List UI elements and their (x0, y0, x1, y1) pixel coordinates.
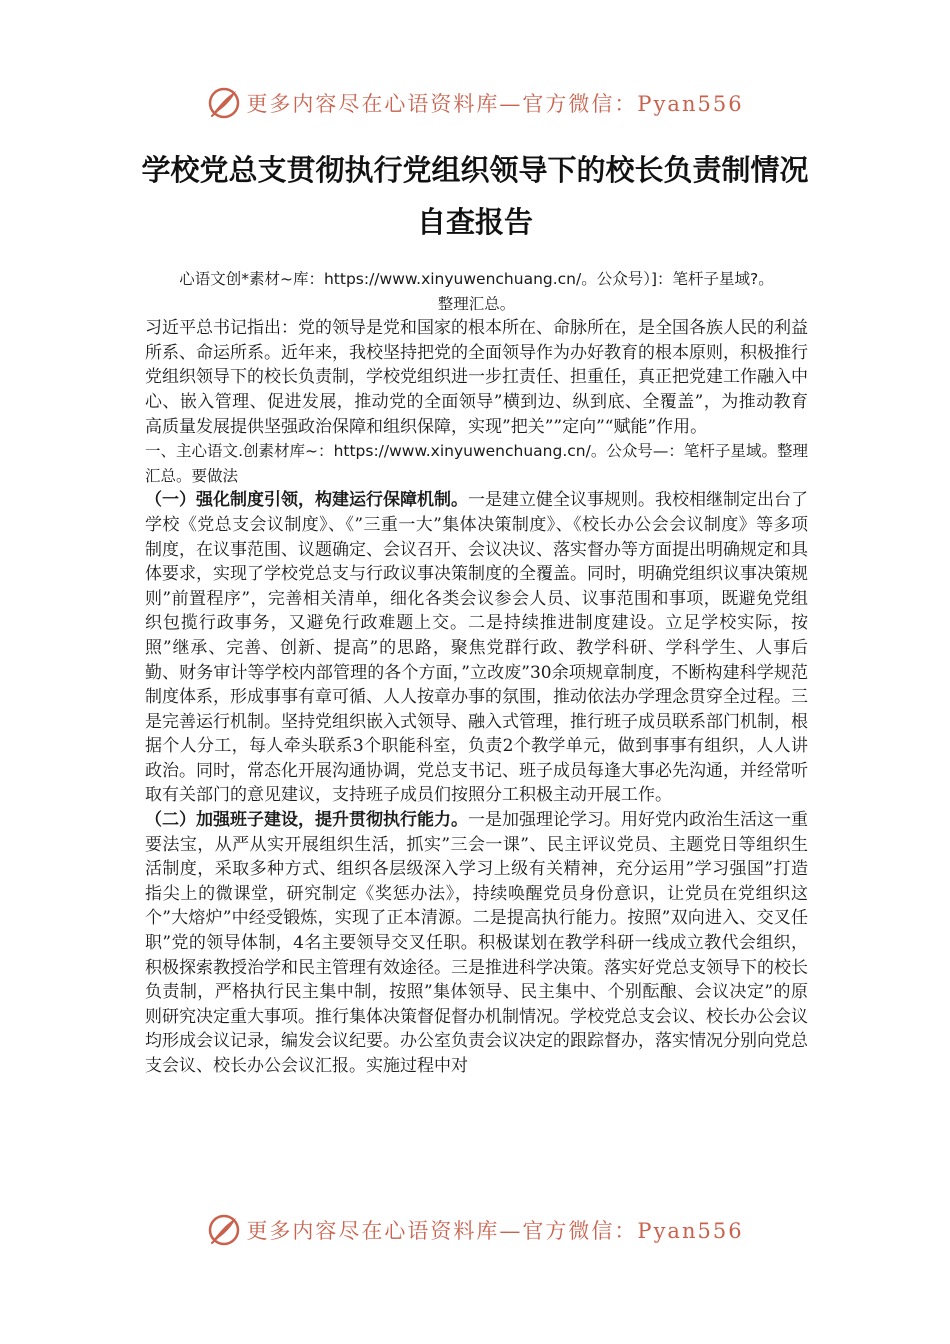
pen-feather-logo-icon (206, 1212, 242, 1248)
subsection-1-paragraph (145, 488, 808, 808)
intro-paragraph: 习近平总书记指出：党的领导是党和国家的根本所在、命脉所在，是全国各族人民的利益所系、命运所系。近年来，我校坚持把党的全面领导作为办好教育的根本原则，积极推行党组织领导下的校长负责制，学校党组织进一步扛责任、担重任，真正把党建工作融入中心、嵌入管理、促进发展，推动党的全面领导”横到边、纵到底、全覆盖”，为推动教育高质量发展提供坚强政治保障和组织保障，实现”把关””定向”“赋能”作用。 (145, 318, 808, 437)
document-body (145, 267, 808, 1079)
section-1-heading: 一、主心语文.创素材库~：https://www.xinyuwenchuang.cn/。公众号—：笔杆子星域。整理汇总。要做法 (145, 442, 808, 485)
source-line-2: 整理汇总。 (437, 294, 516, 313)
banner-text: 更多内容尽在心语资料库—官方微信：Pyan556 (246, 1219, 744, 1243)
banner-text: 更多内容尽在心语资料库—官方微信：Pyan556 (246, 92, 744, 116)
subsection-1-text: 一是建立健全议事规则。我校相继制定出台了学校《党总支会议制度》、《”三重一大”集体决策制度》、《校长办公会会议制度》等多项制度，在议事范围、议题确定、会议召开、会议决议、落实督办等方面提出明确规定和具体要求，实现了学校党总支与行政议事决策制度的全覆盖。同时，明确党组织议事决策规则”前置程序”，完善相关清单，细化各类会议参会人员、议事范围和事项，既避免党组织包揽行政事务，又避免行政难题上交。二是持续推进制度建设。立足学校实际，按照”继承、完善、创新、提高”的思路，聚焦党群行政、教学科研、学科学生、人事后勤、财务审计等学校内部管理的各个方面，”立改废”30余项规章制度，不断构建科学规范制度体系，形成事事有章可循、人人按章办事的氛围，推动依法办学理念贯穿全过程。三是完善运行机制。坚持党组织嵌入式领导、融入式管理，推行班子成员联系部门机制，根据个人分工，每人牵头联系3个职能科室，负责2个教学单元，做到事事有组织，人人讲政治。同时，常态化开展沟通协调，党总支书记、班子成员每逢大事必先沟通，并经常听取有关部门的意见建议，支持班子成员们按照分工积极主动开展工作。 (145, 490, 808, 806)
bottom-banner[interactable] (0, 1210, 950, 1250)
subsection-2-text: 一是加强理论学习。用好党内政治生活这一重要法宝，从严从实开展组织生活，抓实”三会一课”、民主评议党员、主题党日等组织生活制度，采取多种方式、组织各层级深入学习上级有关精神，充分运用”学习强国”打造指尖上的微课堂，研究制定《奖惩办法》，持续唤醒党员身份意识，让党员在党组织这个”大熔炉”中经受锻炼，实现了正本清源。二是提高执行能力。按照”双向进入、交叉任职”党的领导体制，4名主要领导交叉任职。积极谋划在教学科研一线成立教代会组织，积极探索教授治学和民主管理有效途径。三是推进科学决策。落实好党总支领导下的校长负责制，严格执行民主集中制，按照”集体领导、民主集中、个别酝酿、会议决定”的原则研究决定重大事项。推行集体决策督促督办机制情况。学校党总支会议、校长办公会议均形成会议记录，编发会议纪要。办公室负责会议决定的跟踪督办，落实情况分别向党总支会议、校长办公会议汇报。实施过程中对 (145, 810, 808, 1076)
source-line: 心语文创*素材~库：https://www.xinyuwenchuang.cn/。公众号）]：笔杆子星域?。 (179, 270, 774, 288)
subsection-1-heading: （一）强化制度引领，构建运行保障机制。 (145, 490, 468, 511)
document-title-line-2: 自查报告 (416, 205, 533, 239)
subsection-2-paragraph (145, 808, 808, 1079)
pen-feather-logo-icon (206, 85, 242, 121)
document-title-line-1: 学校党总支贯彻执行党组织领导下的校长负责制情况 (141, 153, 809, 187)
top-banner[interactable] (0, 83, 950, 123)
subsection-2-heading: （二）加强班子建设，提升贯彻执行能力。 (145, 810, 468, 831)
